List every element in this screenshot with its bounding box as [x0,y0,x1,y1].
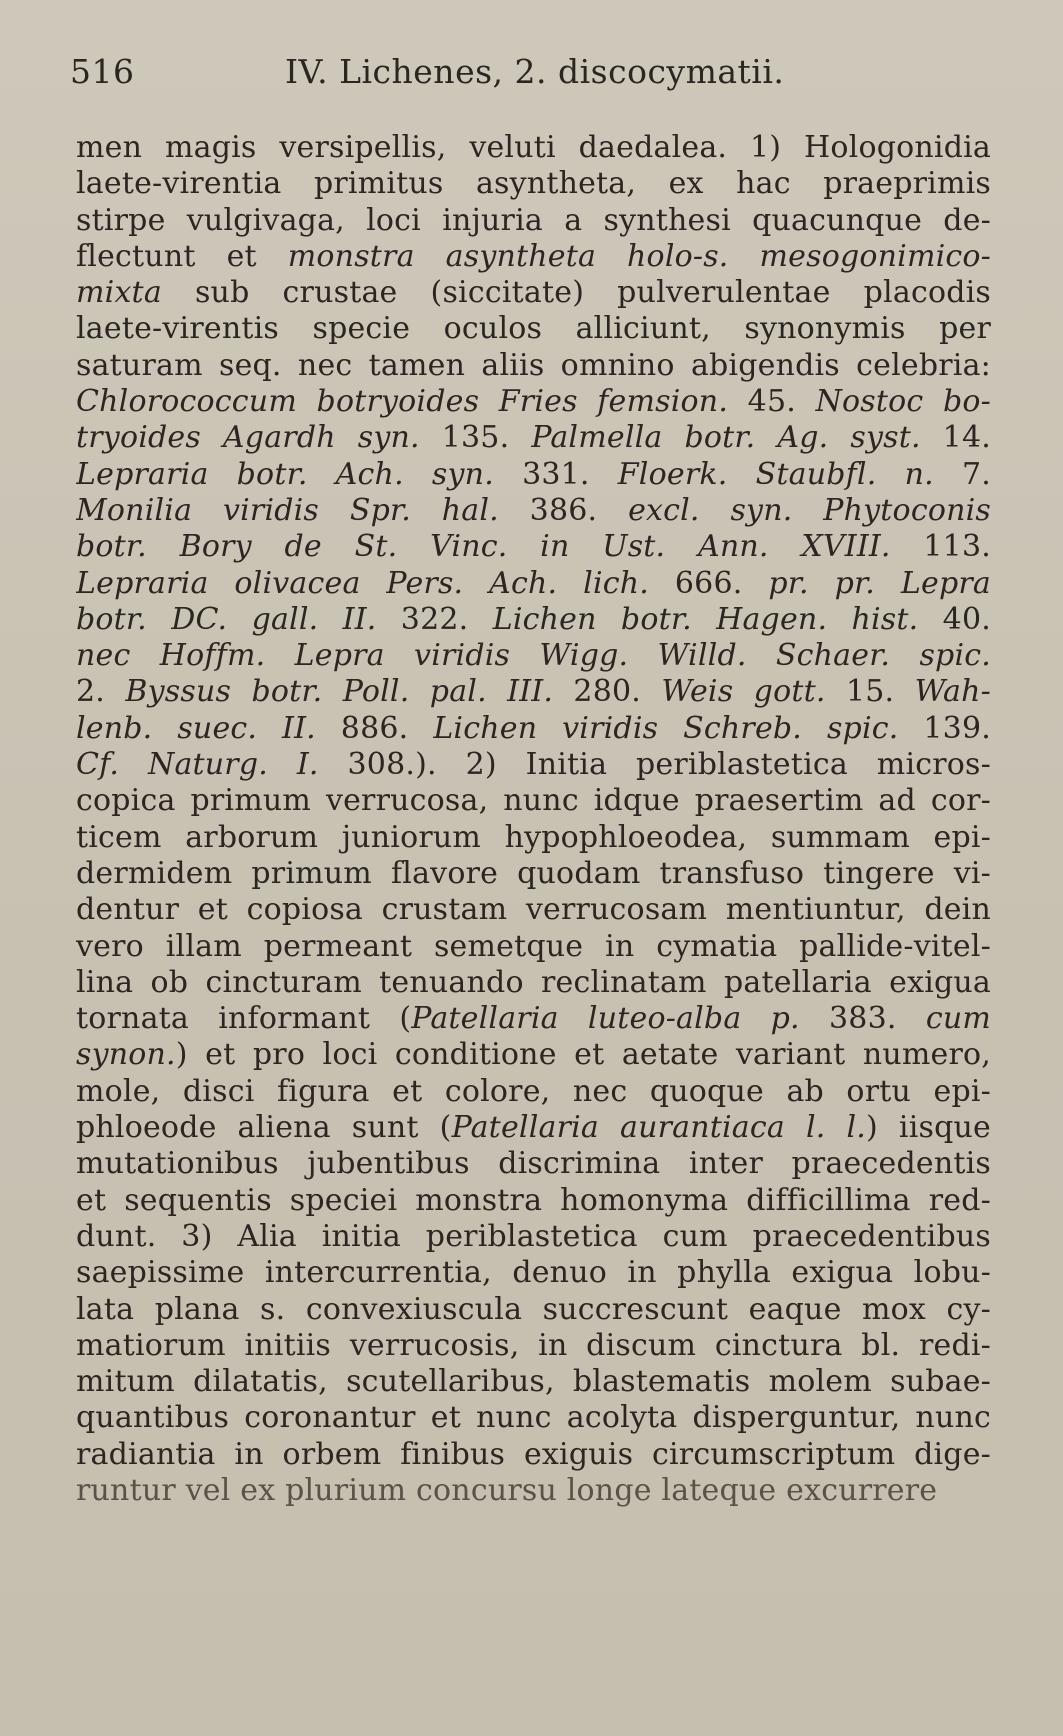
text-line: lata plana s. convexiuscula succrescunt eaque mox cy- [76,1291,991,1327]
text-line: Lepraria botr. Ach. syn. 331. Floerk. Staubfl. n. 7. [76,456,991,492]
text-line: lina ob cincturam tenuando reclinatam patellaria exigua [76,964,991,1000]
page-header [70,52,990,102]
text-line: laete-virentia primitus asyntheta, ex hac praeprimis [76,166,991,202]
text-line: nec Hoffm. Lepra viridis Wigg. Willd. Schaer. spic. [76,638,991,674]
text-line: mutationibus jubentibus discrimina inter praecedentis [76,1146,991,1182]
text-line: tornata informant (Patellaria luteo-alba p. 383. cum [76,1001,991,1037]
text-line: saturam seq. nec tamen aliis omnino abigendis celebria: [76,347,991,383]
text-line: botr. Bory de St. Vinc. in Ust. Ann. XVIII. 113. [76,529,991,565]
text-line: men magis versipellis, veluti daedalea. 1) Hologonidia [76,130,991,165]
text-line: radiantia in orbem finibus exiguis circumscriptum dige- [76,1436,991,1472]
text-line: dunt. 3) Alia initia periblastetica cum praecedentibus [76,1218,991,1254]
text-line: mixta sub crustae (siccitate) pulverulentae placodis [76,275,991,311]
text-line: matiorum initiis verrucosis, in discum cinctura bl. redi- [76,1327,991,1363]
text-line: dentur et copiosa crustam verrucosam mentiuntur, dein [76,892,991,928]
text-line: 2. Byssus botr. Poll. pal. III. 280. Weis gott. 15. Wah- [76,674,991,710]
text-line: Lepraria olivacea Pers. Ach. lich. 666. pr. pr. Lepra [76,565,991,601]
text-line: phloeode aliena sunt (Patellaria aurantiaca l. l.) iisque [76,1110,991,1146]
text-line: dermidem primum flavore quodam transfuso tingere vi- [76,855,991,891]
text-line: Monilia viridis Spr. hal. 386. excl. syn. Phytoconis [76,492,991,528]
text-line: saepissime intercurrentia, denuo in phylla exigua lobu- [76,1255,991,1291]
text-line: flectunt et monstra asyntheta holo-s. mesogonimico- [76,238,991,274]
text-line: ticem arborum juniorum hypophloeodea, summam epi- [76,819,991,855]
running-head: IV. Lichenes, 2. discocymatii. [285,52,785,91]
text-line: copica primum verrucosa, nunc idque praesertim ad cor- [76,783,991,819]
text-line: et sequentis speciei monstra homonyma difficillima red- [76,1182,991,1218]
text-line: synon.) et pro loci conditione et aetate variant numero, [76,1037,991,1073]
text-line: lenb. suec. II. 886. Lichen viridis Schreb. spic. 139. [76,710,991,746]
text-line: laete-virentis specie oculos alliciunt, synonymis per [76,311,991,347]
page-number: 516 [70,52,135,91]
text-line: Cf. Naturg. I. 308.). 2) Initia periblastetica micros- [76,747,991,783]
text-line: vero illam permeant semetque in cymatia pallide-vitel- [76,928,991,964]
text-line: tryoides Agardh syn. 135. Palmella botr. Ag. syst. 14. [76,420,991,456]
text-line: mitum dilatatis, scutellaribus, blastematis molem subae- [76,1364,991,1400]
text-line: botr. DC. gall. II. 322. Lichen botr. Hagen. hist. 40. [76,601,991,637]
body-text [76,130,991,1509]
text-line: runtur vel ex plurium concursu longe lateque excurrere [76,1472,938,1508]
text-line: Chlorococcum botryoides Fries femsion. 45. Nostoc bo- [76,384,991,420]
text-line: mole, disci figura et colore, nec quoque ab ortu epi- [76,1073,991,1109]
text-line: quantibus coronantur et nunc acolyta disperguntur, nunc [76,1400,991,1436]
text-line: stirpe vulgivaga, loci injuria a synthesi quacunque de- [76,202,991,238]
